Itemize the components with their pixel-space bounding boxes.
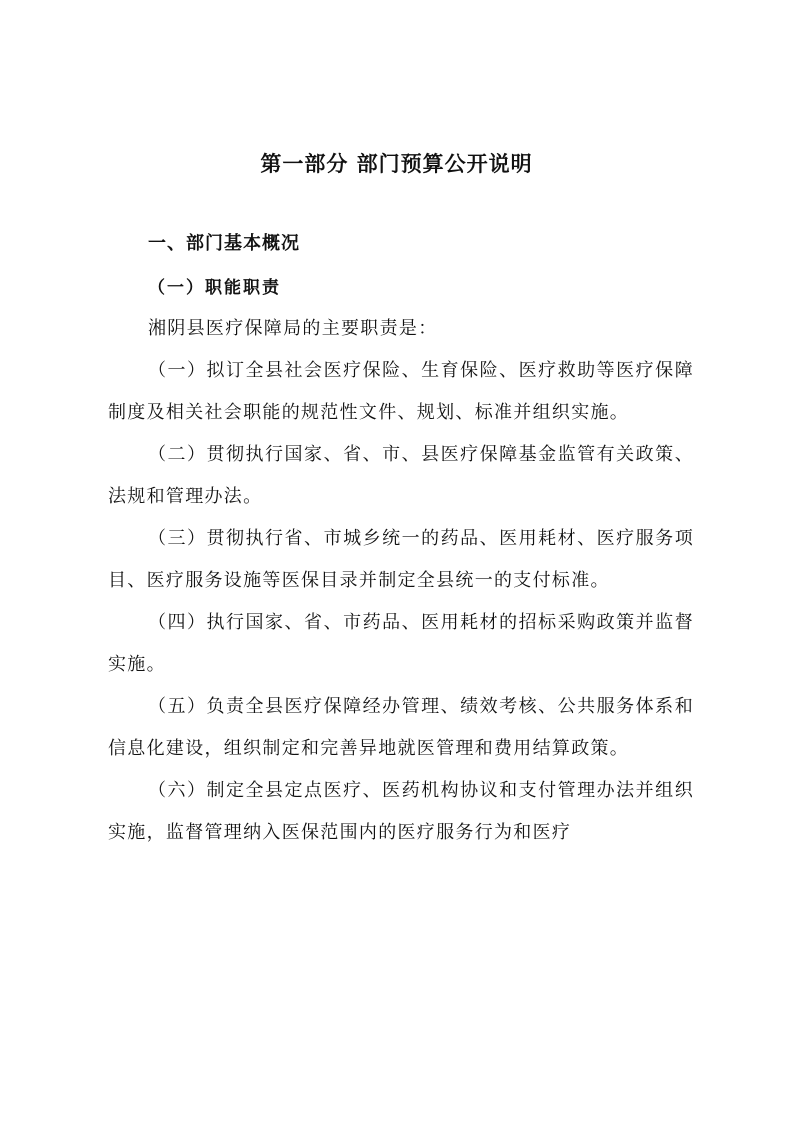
duty-paragraph-3: （三）贯彻执行省、市城乡统一的药品、医用耗材、医疗服务项目、医疗服务设施等医保目录并制定全县统一的支付标准。 bbox=[108, 528, 694, 591]
document-body bbox=[108, 308, 694, 854]
duty-paragraph-1: （一）拟订全县社会医疗保险、生育保险、医疗救助等医疗保障制度及相关社会职能的规范性文件、规划、标准并组织实施。 bbox=[108, 360, 694, 423]
intro-paragraph: 湘阴县医疗保障局的主要职责是： bbox=[148, 318, 438, 339]
section-heading: 一、部门基本概况 bbox=[148, 233, 300, 254]
duty-paragraph-6: （六）制定全县定点医疗、医药机构协议和支付管理办法并组织实施，监督管理纳入医保范围内的医疗服务行为和医疗 bbox=[108, 780, 694, 843]
duty-paragraph-2: （二）贯彻执行国家、省、市、县医疗保障基金监管有关政策、法规和管理办法。 bbox=[108, 444, 694, 507]
duty-paragraph-5: （五）负责全县医疗保障经办管理、绩效考核、公共服务体系和信息化建设，组织制定和完善异地就医管理和费用结算政策。 bbox=[108, 696, 694, 759]
page-title: 第一部分 部门预算公开说明 bbox=[260, 152, 533, 176]
subsection-heading: （一）职能职责 bbox=[148, 278, 281, 298]
duty-paragraph-4: （四）执行国家、省、市药品、医用耗材的招标采购政策并监督实施。 bbox=[108, 612, 694, 675]
